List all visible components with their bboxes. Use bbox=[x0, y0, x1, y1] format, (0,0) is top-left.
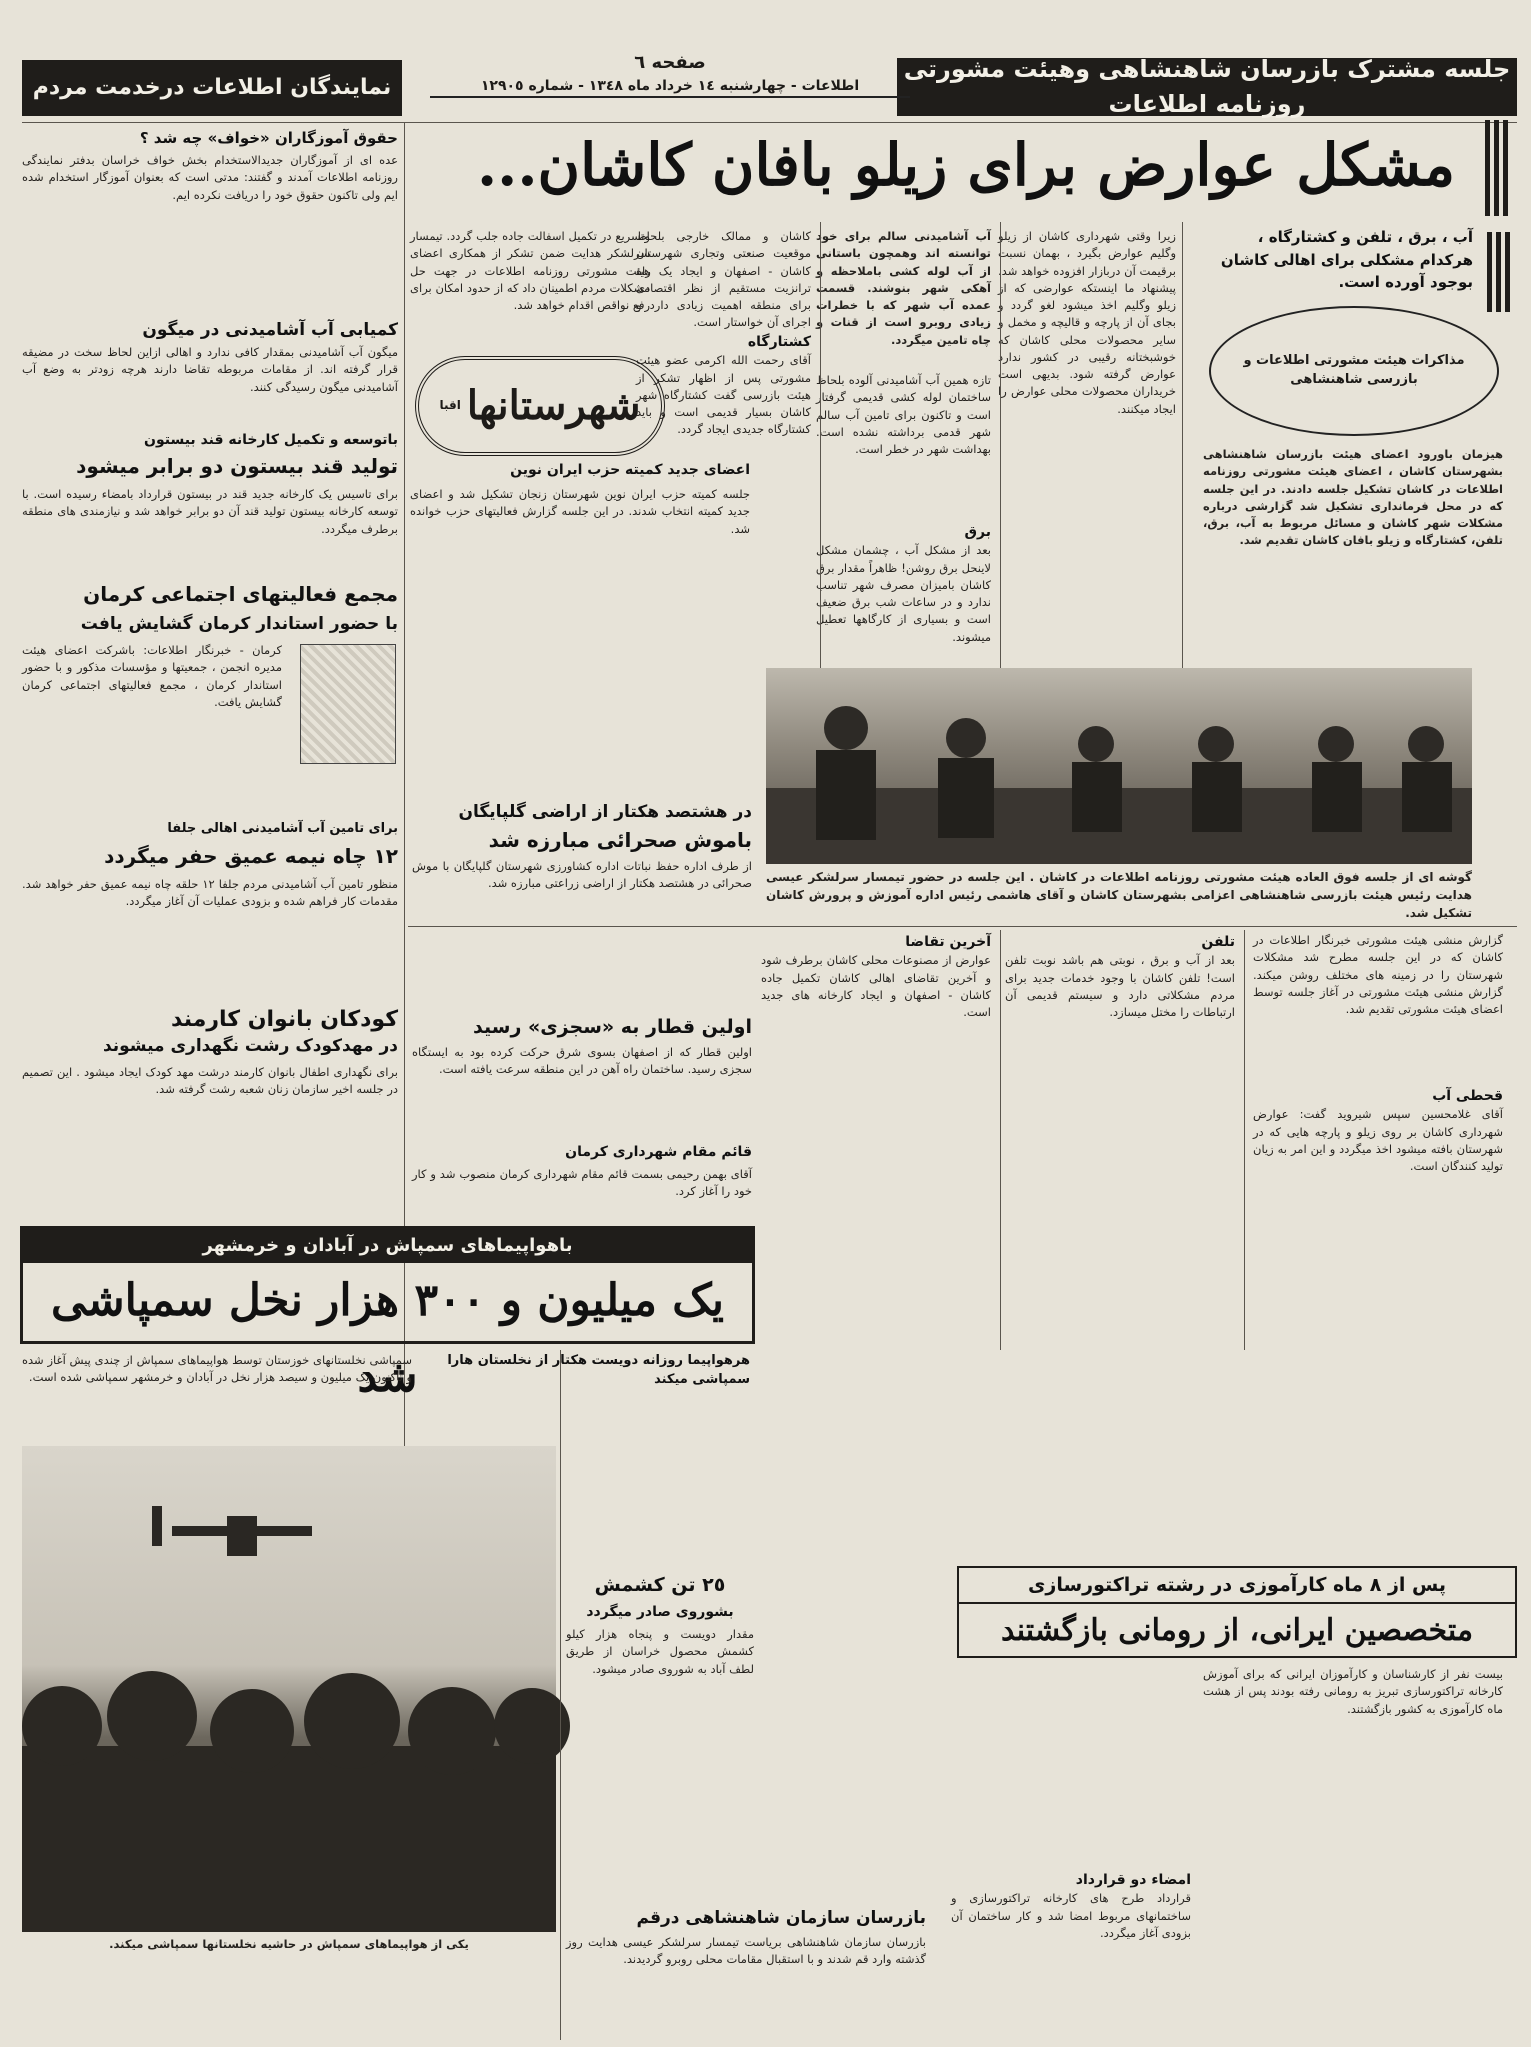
left-b-text: میگون آب آشامیدنی بمقدار کافی ندارد و اهالی ازاین لحاظ سخت در مضیقه قرار گرفته اند. از مقامات مربوطه تقاضا دارند هرچه زودتر به وضع آب آشامیدنی میگون رسیدگی کنند. bbox=[22, 345, 398, 394]
desert-sub: در هشتصد هکتار از اراضی گلپایگان bbox=[458, 802, 752, 822]
left-e-title: برای تامین آب آشامیدنی اهالی جلفا bbox=[167, 821, 398, 836]
meeting-illustration bbox=[766, 668, 1472, 864]
train-text: اولین قطار که از اصفهان بسوی شرق حرکت کرده بود به ایستگاه سجزی رسید. ساختمان راه آهن در این منطقه سرعت یافته است. bbox=[412, 1045, 752, 1077]
left-c-title2: تولید قند بیستون دو برابر میشود bbox=[76, 454, 398, 478]
issue-line: اطلاعات - چهارشنبه ١٤ خرداد ماه ١٣٤٨ - شماره ١٢٩٠٥ bbox=[430, 76, 910, 98]
tractor-kicker: پس از ٨ ماه کارآموزی در رشته تراکتورسازی bbox=[959, 1568, 1515, 1604]
lower-kashan-1-text: آقای غلامحسین سپس شیروید گفت: عوارض شهرداری کاشان بر روی زیلو و پارچه هایی که در شهرستان بافته میشود اخذ میگردد و این امر به زیان تولید کنندگان است. bbox=[1253, 1107, 1503, 1174]
left-a-text: عده ای از آموزگاران جدیدالاستخدام بخش خواف خراسان بدفتر نمایندگی روزنامه اطلاعات آمدند و گفتند: مدتی است که بعنوان آموزگار استخدام شده ایم ولی تاکنون حقوق خود را دریافت نکرده ایم. bbox=[22, 153, 398, 202]
tractor-sub-section bbox=[951, 1870, 1191, 2030]
council-seal bbox=[1209, 306, 1499, 436]
mid-section-electricity-heading: برق bbox=[964, 524, 991, 540]
lower-kashan-1-heading: قحطی آب bbox=[1432, 1088, 1503, 1104]
tractor-sub-heading: امضاء دو قرارداد bbox=[1075, 1872, 1191, 1888]
left-b-title: کمیابی آب آشامیدنی در میگون bbox=[142, 320, 398, 340]
logo-small: اقبا bbox=[439, 398, 461, 413]
kashan-col2-text: زیرا وقتی شهرداری کاشان از زیلو وگلیم عوارض بگیرد ، بهمان نسبت برقیمت آن دربازار افزوده خواهد شد. پیشنهاد ما اینستکه عوارضی که از زیلو وگلیم اخذ میشود لغو گردد و بجای آن از پارچه و قالیچه و مخمل و سایر محصولات محلی کاشان که خوشبختانه رقیبی در کشور ندارد عوارض گرفته شود. بدیهی است خریداران محصولات محلی عوارض را ایجاد میکنند. bbox=[998, 229, 1176, 416]
cement-title: بازرسان سازمان شاهنشاهی درقم bbox=[636, 1908, 926, 1928]
kashmesh-title: ٢٥ تن کشمش bbox=[594, 1574, 726, 1596]
left-f-text: برای نگهداری اطفال بانوان کارمند درشت مهد کودک ایجاد میشود . این تصمیم در جلسه اخیر سازمان زنان شعبه رشت گرفته شد. bbox=[22, 1065, 398, 1097]
desert-title: باموش صحرائی مبارزه شد bbox=[488, 828, 752, 852]
lower-kashan-3-text: عوارض از مصنوعات محلی کاشان برطرف شود و آخرین تقاضای اهالی کاشان تکمیل جاده کاشان - اصفهان و ایجاد کارخانه های جدید است. bbox=[761, 953, 991, 1020]
mid-section-slaughterhouse-heading: کشتارگاه bbox=[747, 334, 811, 350]
desert-text: از طرف اداره حفظ نباتات اداره کشاورزی شهرستان گلپایگان با موش صحرائی در هشتصد هکتار از اراضی زراعتی مبارزه شد. bbox=[412, 859, 752, 891]
lower-kashan-3-heading: آخرین تقاضا bbox=[905, 934, 991, 950]
main-headline: مشکل عوارض برای زیلو بافان کاشان... bbox=[476, 131, 1456, 199]
left-d-text: کرمان - خبرنگار اطلاعات: باشرکت اعضای هیئت مدیره انجمن ، جمعیتها و مؤسسات مذکور و با حضور استاندار کرمان ، مجمع فعالیتهای اجتماعی کرمان گشایش یافت. bbox=[22, 643, 282, 709]
kashan-col3-text: آب آشامیدنی سالم برای خود توانسته اند وهمچون باستانی از آب لوله کشی باملاحظه و آهکی شهر بنوشند. قسمت عمده آب شهر که با خطرات زیادی روبرو است از قنات و چاه تامین میگردد. bbox=[816, 229, 991, 347]
kerman-illustration bbox=[300, 644, 396, 764]
spray-kicker: باهواپیماهای سمپاش در آبادان و خرمشهر bbox=[23, 1229, 752, 1263]
lower-kashan-2-text: بعد از آب و برق ، نوبتی هم باشد نوبت تلفن است! تلفن کاشان با وجود خدمات جدید برای مردم مشکلاتی دارد و سیستم قدیمی آن ارتباطات را مختل میسازد. bbox=[1005, 953, 1235, 1020]
spray-sub: هرهواپیما روزانه دویست هکتار از نخلستان هارا سمپاشی میکند bbox=[447, 1353, 750, 1387]
left-e-text: منظور تامین آب آشامیدنی مردم جلفا ١٢ حلقه چاه نیمه عمیق حفر خواهد شد. مقدمات کار فراهم شده و بزودی عملیات آن آغاز میگردد. bbox=[22, 877, 398, 909]
masthead-right-banner: جلسه مشترک بازرسان شاهنشاهی وهیئت مشورتی روزنامه اطلاعات bbox=[897, 58, 1517, 116]
lower-kashan-2-heading: تلفن bbox=[1201, 934, 1235, 950]
tractor-headline: متخصصین ایرانی، از رومانی بازگشتند bbox=[1000, 1613, 1474, 1648]
tractor-box bbox=[957, 1566, 1517, 1658]
left-f-title: کودکان بانوان کارمند bbox=[171, 1007, 398, 1032]
left-c-text: برای تاسیس یک کارخانه جدید قند در بیستون قرارداد بامضاء رسیده است. با توسعه کارخانه بیستون تولید قند آن دو برابر خواهد شد و نیازمندی های منطقه برطرف میگردد. bbox=[22, 487, 398, 536]
shahrestanha-logo bbox=[415, 356, 665, 456]
left-d-sub: با حضور استاندار کرمان گشایش یافت bbox=[80, 614, 398, 634]
lower-kashan-0: گزارش منشی هیئت مشورتی خبرنگار اطلاعات در کاشان که در این جلسه مطرح شد مشکلات شهرستان را در زمینه های مختلف روشن میکند. گزارش منشی هیئت مشورتی در آغاز جلسه توسط اعضای هیئت مشورتی تقدیم شد. bbox=[1253, 933, 1503, 1016]
mid-section-electricity bbox=[816, 522, 991, 668]
left-d-title: مجمع فعالیتهای اجتماعی کرمان bbox=[83, 582, 398, 606]
lower-kashan-1 bbox=[1253, 1086, 1503, 1356]
kashan-col5-text: وتسریع در تکمیل اسفالت جاده جلب گردد. تیمسار سرلشکر هدایت ضمن تشکر از همکاری اعضای هیئت مشورتی روزنامه اطلاعات در جهت حل مشکلات مردم اطمینان داد که از حدود امکان برای رفع نواقص اقدام خواهد شد. bbox=[410, 229, 650, 312]
logo-word: شهرستانها bbox=[466, 382, 641, 429]
kashmesh-text: مقدار دویست و پنجاه هزار کیلو کشمش محصول خراسان از طریق لطف آباد به شوروی صادر میشود. bbox=[566, 1627, 754, 1676]
spray-photo bbox=[22, 1446, 556, 1932]
lower-kashan-3 bbox=[761, 932, 991, 1350]
seal-text: مذاکرات هیئت مشورتی اطلاعات و بازرسی شاهنشاهی bbox=[1243, 353, 1465, 387]
tractor-text: بیست نفر از کارشناسان و کارآموزان ایرانی که برای آموزش کارخانه تراکتورسازی تبریز به رومانی رفته بودند پس از هشت ماه کارآموزی به کشور بازگشتند. bbox=[1203, 1667, 1503, 1716]
mayor-title: قائم مقام شهرداری کرمان bbox=[565, 1144, 752, 1160]
headline-bars-decoration bbox=[1485, 120, 1511, 216]
tractor-sub-text: قرارداد طرح های کارخانه تراکتورسازی و ساختمانهای مربوط امضا شد و کار ساختمان آن بزودی آغاز میگردد. bbox=[951, 1891, 1191, 1940]
cement-text: بازرسان سازمان شاهنشاهی بریاست تیمسار سرلشکر عیسی هدایت روز گذشته وارد قم شدند و با استقبال مقامات محلی روبرو گردیدند. bbox=[566, 1935, 926, 1967]
train-title: اولین قطار به «سجزی» رسید bbox=[473, 1016, 752, 1038]
lower-kashan-2 bbox=[1005, 932, 1235, 1350]
spray-text: سمپاشی نخلستانهای خوزستان توسط هواپیماهای سمپاش از چندی پیش آغاز شده و تاکنون یک میلیون و سیصد هزار نخل در آبادان و خرمشهر سمپاشی شده است. bbox=[22, 1353, 412, 1385]
left-a-title: حقوق آموزگاران «خواف» چه شد ؟ bbox=[139, 129, 398, 147]
meeting-photo bbox=[766, 668, 1472, 864]
mid-section-electricity-text: بعد از مشکل آب ، چشمان مشکل لاینحل برق روشن! ظاهراً مقدار برق کاشان بامیزان مصرف شهر تناسب ندارد و در ساعات شب برق ضعیف است و بسیاری از کارگاهها تعطیل میشوند. bbox=[816, 543, 991, 644]
masthead-center bbox=[430, 50, 910, 114]
kashan-col4-text: کاشان و ممالک خارجی بلحاظ موقعیت صنعتی وتجاری شهرستان کاشان - اصفهان و ایجاد یک راه ترانزیت مستقیم از نظر اقتصادی برای منطقه اهمیت زیادی دارد و اجرای آن خواستار است. bbox=[636, 229, 811, 330]
spray-headline: یک میلیون و ٣٠٠ هزار نخل سمپاشی شد bbox=[51, 1275, 724, 1402]
left-e-title2: ١٢ چاه نیمه عمیق حفر میگردد bbox=[104, 844, 398, 868]
left-f-sub: در مهدکودک رشت نگهداری میشوند bbox=[102, 1036, 398, 1056]
kashan-lead-text: هیزمان باورود اعضای هیئت بازرسان شاهنشاهی بشهرستان کاشان ، اعضای هیئت مشورتی روزنامه اطلاعات در کاشان تشکیل جلسه دادند. در این جلسه که در محل فرمانداری تشکیل شد گزارشی درباره مشکلات شهر کاشان و مسائل مربوط به آب، برق، تلفن، کشتارگاه و زیلو بافان کاشان تقدیم شد. bbox=[1203, 447, 1503, 548]
kashan-lead-heading: آب ، برق ، تلفن و کشتارگاه ، هرکدام مشکلی برای اهالی کاشان بوجود آورده است. bbox=[1220, 228, 1473, 291]
kashmesh-sub: بشوروی صادر میگردد bbox=[586, 1604, 734, 1620]
masthead-left-banner: نمایندگان اطلاعات درخدمت مردم bbox=[22, 60, 402, 116]
left-c-title1: باتوسعه و تکمیل کارخانه قند بیستون bbox=[144, 432, 398, 448]
mid-section-water-text: تازه همین آب آشامیدنی آلوده بلحاظ ساختمان لوله کشی قدیمی گرفتار است و تاکنون برای تامین آب سالم شهر قدمی برداشته نشده است. بهداشت شهر در خطر است. bbox=[816, 373, 991, 456]
airplane-illustration bbox=[22, 1446, 556, 1932]
party-text: جلسه کمیته حزب ایران نوین شهرستان زنجان تشکیل شد و اعضای جدید کمیته انتخاب شدند. در این جلسه گزارش فعالیتهای حزب خوانده شد. bbox=[410, 487, 750, 536]
mid-section-water bbox=[816, 372, 991, 522]
mid-section-slaughterhouse-text: آقای رحمت الله اکرمی عضو هیئت مشورتی پس از اظهار تشکر از هیئت بازرسی گفت کشتارگاه شهر کاشان بسیار قدیمی است و باید کشتارگاه جدیدی ایجاد گردد. bbox=[636, 353, 811, 437]
mayor-text: آقای بهمن رحیمی بسمت قائم مقام شهرداری کرمان منصوب شد و کار خود را آغاز کرد. bbox=[412, 1167, 752, 1199]
photo-caption: گوشه ای از جلسه فوق العاده هیئت مشورتی روزنامه اطلاعات در کاشان . این جلسه در حضور تیمسار سرلشکر عیسی هدایت رئیس هیئت بازرسی شاهنشاهی اعزامی بشهرستان کاشان و آقای هاشمی رئیس اداره آموزش و پرورش کاشان تشکیل شد. bbox=[766, 870, 1472, 920]
party-heading: اعضای جدید کمیته حزب ایران نوین bbox=[510, 462, 750, 478]
spray-photo-caption: یکی از هواپیماهای سمپاش در حاشیه نخلستانها سمپاشی میکند. bbox=[109, 1937, 469, 1951]
page-label: صفحه ٦ bbox=[634, 52, 706, 73]
lead-bars-decoration bbox=[1487, 232, 1511, 312]
